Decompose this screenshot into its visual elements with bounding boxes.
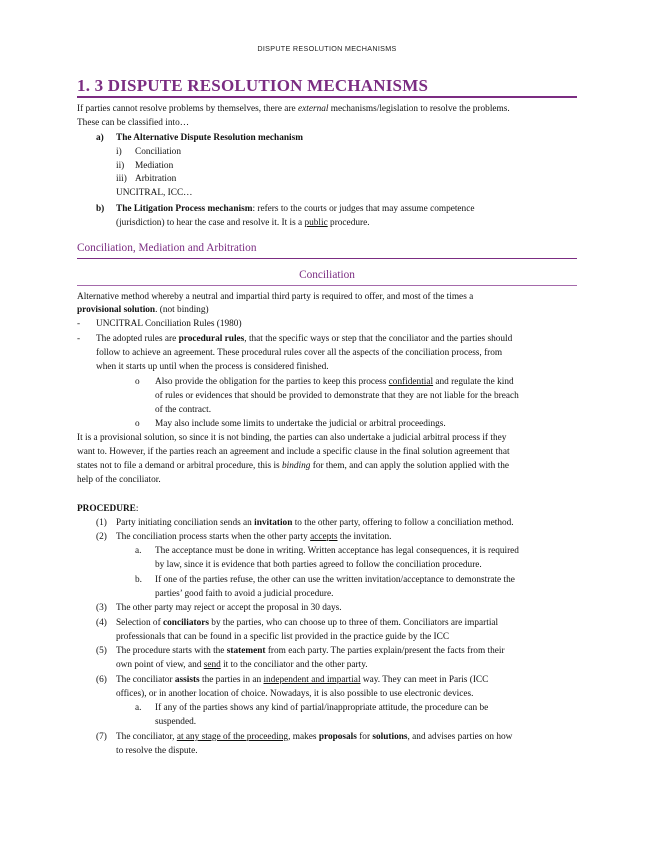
dash-marker: - <box>77 319 81 329</box>
litigation-line-2: (jurisdiction) to hear the case and resolve it. It is a public procedure. <box>116 218 370 228</box>
bullet-rules-line-1: The adopted rules are procedural rules, that the specific ways or step that the conciliator and the parties should <box>96 334 513 344</box>
sub-bullet-confidential-line-2: of rules or evidences that should be provided to demonstrate that they are not liable for the breach <box>155 391 519 401</box>
procedure-heading: PROCEDURE: <box>77 504 139 514</box>
provisional-line-4: help of the conciliator. <box>77 475 161 485</box>
page-title: 1. 3 DISPUTE RESOLUTION MECHANISMS <box>77 76 429 95</box>
step-1: Party initiating conciliation sends an invitation to the other party, offering to follow a conciliation method. <box>116 518 514 528</box>
sub-bullet-limits: May also include some limits to undertake the judicial or arbitral proceedings. <box>155 419 446 429</box>
sub-item-arbitration: Arbitration <box>135 174 177 184</box>
step-3: The other party may reject or accept the proposal in 30 days. <box>116 603 342 613</box>
step-marker: (5) <box>96 646 107 656</box>
intro-line-2: These can be classified into… <box>77 118 190 128</box>
letter-marker: a. <box>135 703 142 713</box>
step-2b-line-2: parties’ good faith to avoid a judicial procedure. <box>155 589 334 599</box>
step-6a-line-2: suspended. <box>155 717 197 727</box>
circle-marker: o <box>135 419 140 429</box>
sub-marker: iii) <box>116 174 127 184</box>
intro-line-1: If parties cannot resolve problems by themselves, there are external mechanisms/legislation to resolve the problems. <box>77 104 510 114</box>
section-heading: Conciliation, Mediation and Arbitration <box>77 242 257 254</box>
title-underline <box>77 96 577 98</box>
running-header: DISPUTE RESOLUTION MECHANISMS <box>257 44 397 53</box>
section-rule <box>77 258 577 259</box>
step-marker: (4) <box>96 618 107 628</box>
provisional-line-1: It is a provisional solution, so since it is not binding, the parties can also undertake a judicial arbitral process if they <box>77 433 507 443</box>
sub-bullet-confidential-line-1: Also provide the obligation for the parties to keep this process confidential and regulate the kind <box>155 377 514 387</box>
bullet-uncitral: UNCITRAL Conciliation Rules (1980) <box>96 319 242 329</box>
letter-marker: b. <box>135 575 142 585</box>
orgs-line: UNCITRAL, ICC… <box>116 188 193 198</box>
provisional-line-2: want to. However, if the parties reach an agreement and include a specific clause in the final solution agreement that <box>77 447 510 457</box>
step-marker: (2) <box>96 532 107 542</box>
bullet-rules-line-3: when it starts up until when the process is considered finished. <box>96 362 329 372</box>
dash-marker: - <box>77 334 81 344</box>
step-5-line-2: own point of view, and send it to the conciliator and the other party. <box>116 660 368 670</box>
step-7-line-1: The conciliator, at any stage of the proceeding, makes proposals for solutions, and advises parties on how <box>116 732 513 742</box>
provisional-line-3: states not to file a demand or arbitral procedure, this is binding for them, and can apply the solution applied with the <box>77 461 509 471</box>
bullet-rules-line-2: follow to achieve an agreement. These procedural rules cover all the aspects of the conciliation process, from <box>96 348 503 358</box>
step-marker: (1) <box>96 518 107 528</box>
definition-line-1: Alternative method whereby a neutral and impartial third party is required to offer, and most of the times a <box>77 292 474 302</box>
adr-title: The Alternative Dispute Resolution mechanism <box>116 133 303 143</box>
step-6-line-2: offices), or in another location of choice. Nowadays, it is also possible to use electronic devices. <box>116 689 474 699</box>
list-marker-b: b) <box>96 204 105 214</box>
definition-line-2: provisional solution. (not binding) <box>77 305 209 315</box>
step-4-line-2: professionals that can be found in a specific list provided in the practice guide by the ICC <box>116 632 450 642</box>
subsection-heading: Conciliation <box>299 269 355 281</box>
step-marker: (7) <box>96 732 107 742</box>
step-marker: (6) <box>96 675 107 685</box>
step-2a-line-1: The acceptance must be done in writing. Written acceptance has legal consequences, it is required <box>155 546 519 556</box>
sub-marker: i) <box>116 147 122 157</box>
step-4-line-1: Selection of conciliators by the parties, who can choose up to three of them. Conciliators are impartial <box>116 618 499 628</box>
step-6a-line-1: If any of the parties shows any kind of partial/inappropriate attitude, the procedure can be <box>155 703 489 713</box>
circle-marker: o <box>135 377 140 387</box>
sub-bullet-confidential-line-3: of the contract. <box>155 405 212 415</box>
sub-item-conciliation: Conciliation <box>135 147 181 157</box>
sub-marker: ii) <box>116 161 125 171</box>
litigation-line-1: The Litigation Process mechanism: refers to the courts or judges that may assume competence <box>116 204 475 214</box>
list-marker-a: a) <box>96 133 104 143</box>
subsection-rule <box>77 285 577 286</box>
letter-marker: a. <box>135 546 142 556</box>
step-marker: (3) <box>96 603 107 613</box>
step-5-line-1: The procedure starts with the statement from each party. The parties explain/present the facts from their <box>116 646 505 656</box>
step-7-line-2: to resolve the dispute. <box>116 746 198 756</box>
step-6-line-1: The conciliator assists the parties in an independent and impartial way. They can meet in Paris (ICC <box>116 675 489 685</box>
step-2: The conciliation process starts when the other party accepts the invitation. <box>116 532 392 542</box>
step-2a-line-2: by law, since it is evidence that both parties agreed to follow the conciliation procedure. <box>155 560 482 570</box>
sub-item-mediation: Mediation <box>135 161 174 171</box>
step-2b-line-1: If one of the parties refuse, the other can use the written invitation/acceptance to demonstrate the <box>155 575 515 585</box>
